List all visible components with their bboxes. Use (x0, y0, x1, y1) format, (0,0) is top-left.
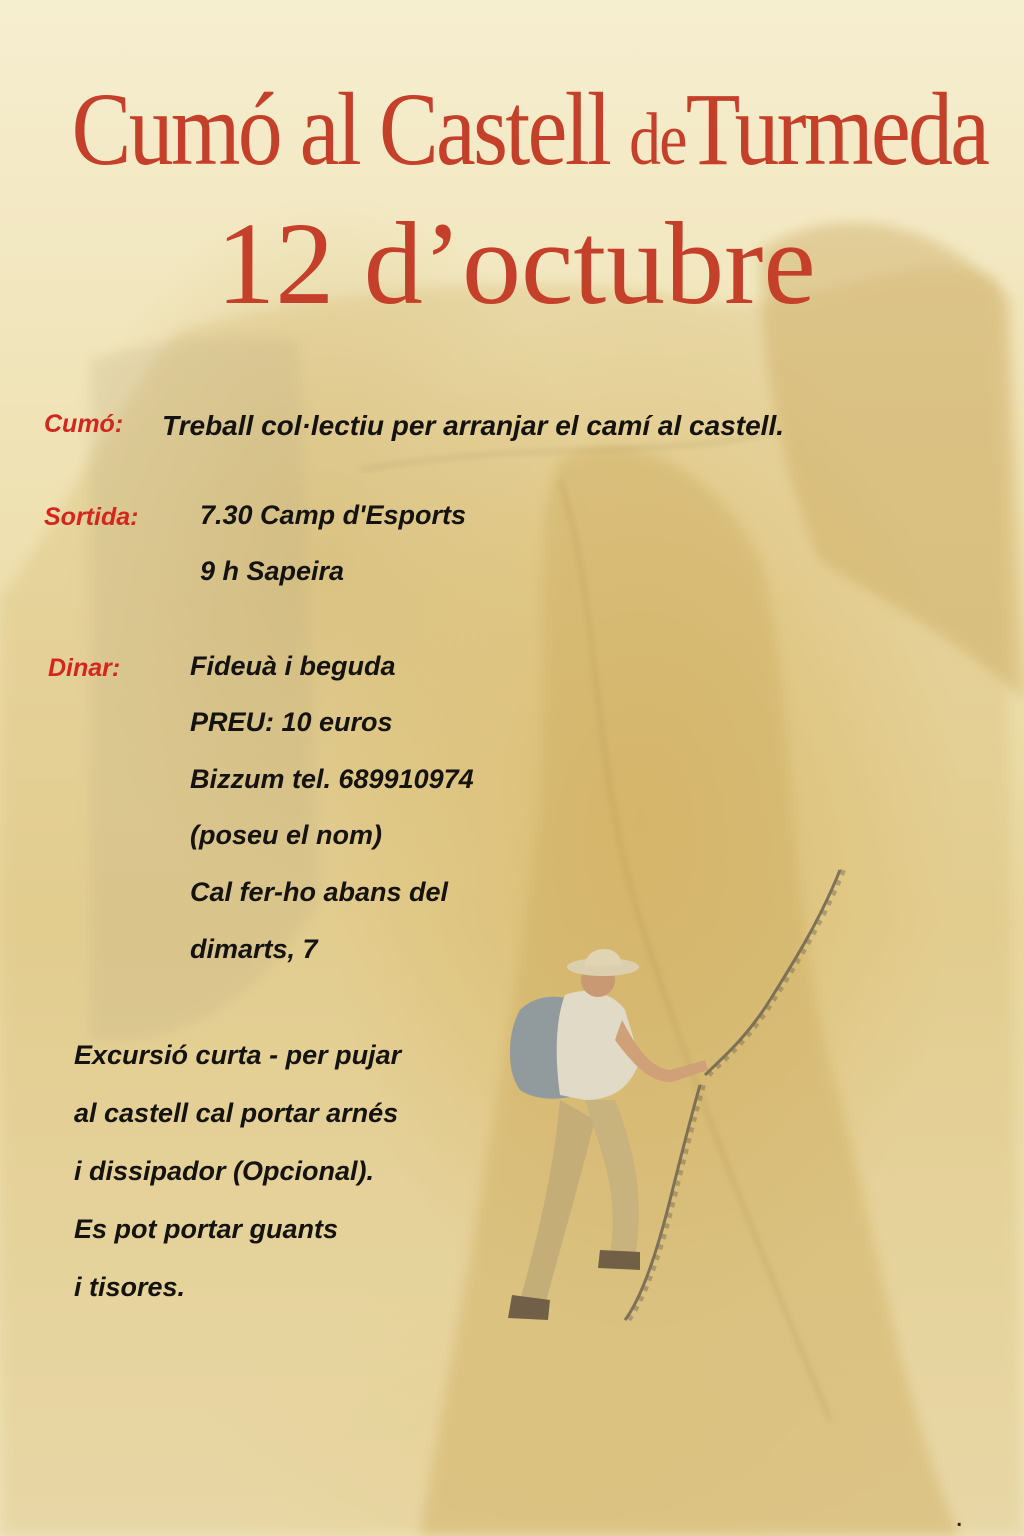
sortida-line-2: 9 h Sapeira (200, 556, 345, 586)
excursio-line-1: Excursió curta - per pujar (74, 1040, 402, 1070)
dinar-line-1: Fideuà i beguda (190, 651, 396, 681)
dinar-line-3: Bizzum tel. 689910974 (190, 764, 474, 794)
title-part-turmeda: Turmeda (685, 72, 988, 187)
dinar-line-2: PREU: 10 euros (190, 707, 393, 737)
footer-mark: . (955, 1500, 964, 1533)
dinar-label: Dinar: (48, 654, 121, 682)
excursio-line-2: al castell cal portar arnés (74, 1098, 399, 1128)
sortida-label: Sortida: (44, 503, 139, 531)
excursio-line-5: i tisores. (74, 1272, 186, 1302)
excursio-line-4: Es pot portar guants (74, 1214, 339, 1244)
cumo-label: Cumó: (44, 410, 124, 438)
title-part-de: de (629, 99, 686, 181)
sortida-line-1: 7.30 Camp d'Esports (200, 500, 467, 530)
title-part-main: Cumó al Castell (71, 72, 610, 187)
cumo-description: Treball col·lectiu per arranjar el camí al castell. (162, 410, 785, 441)
title-heading (71, 70, 988, 189)
event-date: 12 d’octubre (216, 198, 816, 329)
excursio-line-3: i dissipador (Opcional). (74, 1156, 375, 1186)
dinar-line-6: dimarts, 7 (190, 934, 318, 964)
dinar-line-4: (poseu el nom) (190, 820, 383, 850)
dinar-line-5: Cal fer-ho abans del (190, 877, 449, 907)
